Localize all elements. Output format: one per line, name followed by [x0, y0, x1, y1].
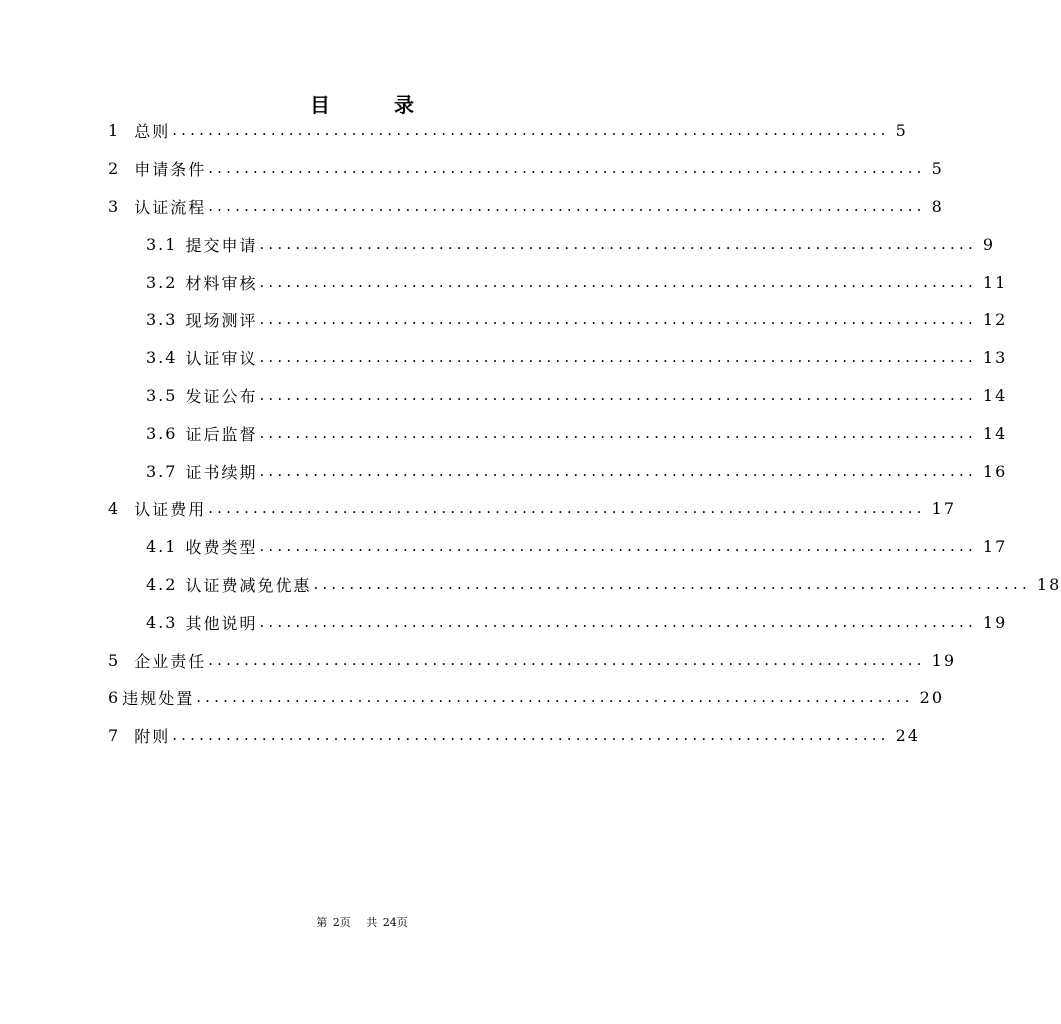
toc-entry-page: 11 [982, 272, 1008, 292]
toc-entry-page: 18 [1036, 574, 1061, 594]
toc-entry-label: 认证流程 [134, 197, 207, 217]
toc-entry-label: 发证公布 [185, 386, 258, 406]
toc-dot-leader: ................................................................................ [172, 726, 890, 745]
toc-entry[interactable] [108, 301, 1008, 339]
toc-entry[interactable] [108, 225, 996, 263]
toc-dot-leader: ................................................................................ [259, 272, 977, 291]
toc-entry-number: 4.3 [146, 612, 178, 632]
toc-entry-number: 4 [108, 499, 121, 519]
toc-dot-leader: ................................................................................ [259, 348, 977, 367]
toc-entry-page: 19 [931, 650, 957, 670]
toc-dot-leader: ................................................................................ [208, 499, 926, 518]
toc-entry[interactable] [108, 339, 1008, 377]
toc-entry[interactable] [108, 528, 1008, 566]
toc-entry[interactable] [108, 490, 957, 528]
toc-entry-label: 证后监督 [185, 424, 258, 444]
toc-entry-page: 20 [919, 688, 945, 708]
toc-entry[interactable] [108, 641, 957, 679]
toc-entry-number: 4.2 [146, 574, 178, 594]
toc-entry-page: 8 [931, 196, 944, 216]
toc-entry-page: 17 [931, 499, 957, 519]
toc-entry-page: 16 [982, 461, 1008, 481]
footer-page-number: 第 2页 [316, 916, 351, 929]
toc-entry-label: 材料审核 [185, 273, 258, 293]
toc-dot-leader: ................................................................................ [208, 196, 926, 215]
toc-dot-leader: ................................................................................ [196, 688, 914, 707]
toc-dot-leader: ................................................................................ [259, 612, 977, 631]
toc-entry[interactable] [108, 603, 1008, 641]
toc-entry[interactable] [108, 377, 1008, 415]
toc-entry[interactable] [108, 112, 908, 150]
toc-dot-leader: ................................................................................ [259, 461, 977, 480]
toc-dot-leader: ................................................................................ [313, 574, 1031, 593]
toc-entry[interactable] [108, 188, 944, 226]
toc-entry-number: 1 [108, 121, 121, 141]
toc-entry-label: 现场测评 [185, 311, 258, 331]
toc-dot-leader: ................................................................................ [172, 121, 890, 140]
toc-dot-leader: ................................................................................ [208, 159, 926, 178]
toc-entry-label: 附则 [134, 727, 171, 747]
toc-entry[interactable] [108, 414, 1008, 452]
toc-entry-label: 收费类型 [185, 538, 258, 558]
toc-dot-leader: ................................................................................ [259, 310, 977, 329]
toc-entry-number: 3.7 [146, 461, 178, 481]
toc-entry-number: 3.6 [146, 423, 178, 443]
toc-dot-leader: ................................................................................ [259, 537, 977, 556]
toc-entry-number: 2 [108, 159, 121, 179]
toc-entry-label: 总则 [134, 122, 171, 142]
toc-entry-number: 4.1 [146, 537, 178, 557]
toc-entry-number: 3.2 [146, 272, 178, 292]
toc-entry-page: 14 [982, 423, 1008, 443]
toc-entry-page: 5 [895, 121, 908, 141]
page-footer [0, 914, 724, 930]
toc-dot-leader: ................................................................................ [259, 385, 977, 404]
toc-entry[interactable] [108, 263, 1008, 301]
toc-entry-page: 19 [982, 612, 1008, 632]
toc-title: 目 录 [310, 93, 436, 117]
toc-entry-number: 3 [108, 196, 121, 216]
toc-entry-number: 3.1 [146, 234, 178, 254]
toc-entry-page: 13 [982, 348, 1008, 368]
toc-entry-page: 5 [931, 159, 944, 179]
toc-entry-label: 认证费用 [134, 500, 207, 520]
toc-entry-label: 企业责任 [134, 651, 207, 671]
toc-entry-page: 17 [982, 537, 1008, 557]
toc-entry-number: 6 [108, 688, 121, 708]
toc-dot-leader: ................................................................................ [208, 650, 926, 669]
toc-entry-label: 认证费减免优惠 [185, 575, 312, 595]
toc-entry-label: 违规处置 [122, 689, 195, 709]
toc-entry-number: 3.3 [146, 310, 178, 330]
toc-entry[interactable] [108, 679, 945, 717]
toc-entry-label: 提交申请 [185, 235, 258, 255]
toc-dot-leader: ................................................................................ [259, 234, 977, 253]
toc-entry-number: 5 [108, 650, 121, 670]
toc-entry-number: 3.5 [146, 385, 178, 405]
toc-entry[interactable] [108, 452, 1008, 490]
toc-entry[interactable] [108, 150, 944, 188]
toc-entry-number: 3.4 [146, 348, 178, 368]
toc-entry-number: 7 [108, 726, 121, 746]
toc-entry-label: 申请条件 [134, 160, 207, 180]
toc-entry-label: 认证审议 [185, 349, 258, 369]
toc-entry[interactable] [108, 717, 921, 755]
toc-dot-leader: ................................................................................ [259, 423, 977, 442]
toc-entry-label: 其他说明 [185, 613, 258, 633]
table-of-contents [108, 112, 1061, 755]
toc-entry-page: 12 [982, 310, 1008, 330]
toc-entry-label: 证书续期 [185, 462, 258, 482]
toc-entry-page: 24 [895, 726, 921, 746]
footer-total-pages: 共 24页 [366, 916, 408, 929]
toc-entry[interactable] [108, 566, 1061, 604]
toc-entry-page: 9 [982, 234, 996, 254]
toc-entry-page: 14 [982, 385, 1008, 405]
